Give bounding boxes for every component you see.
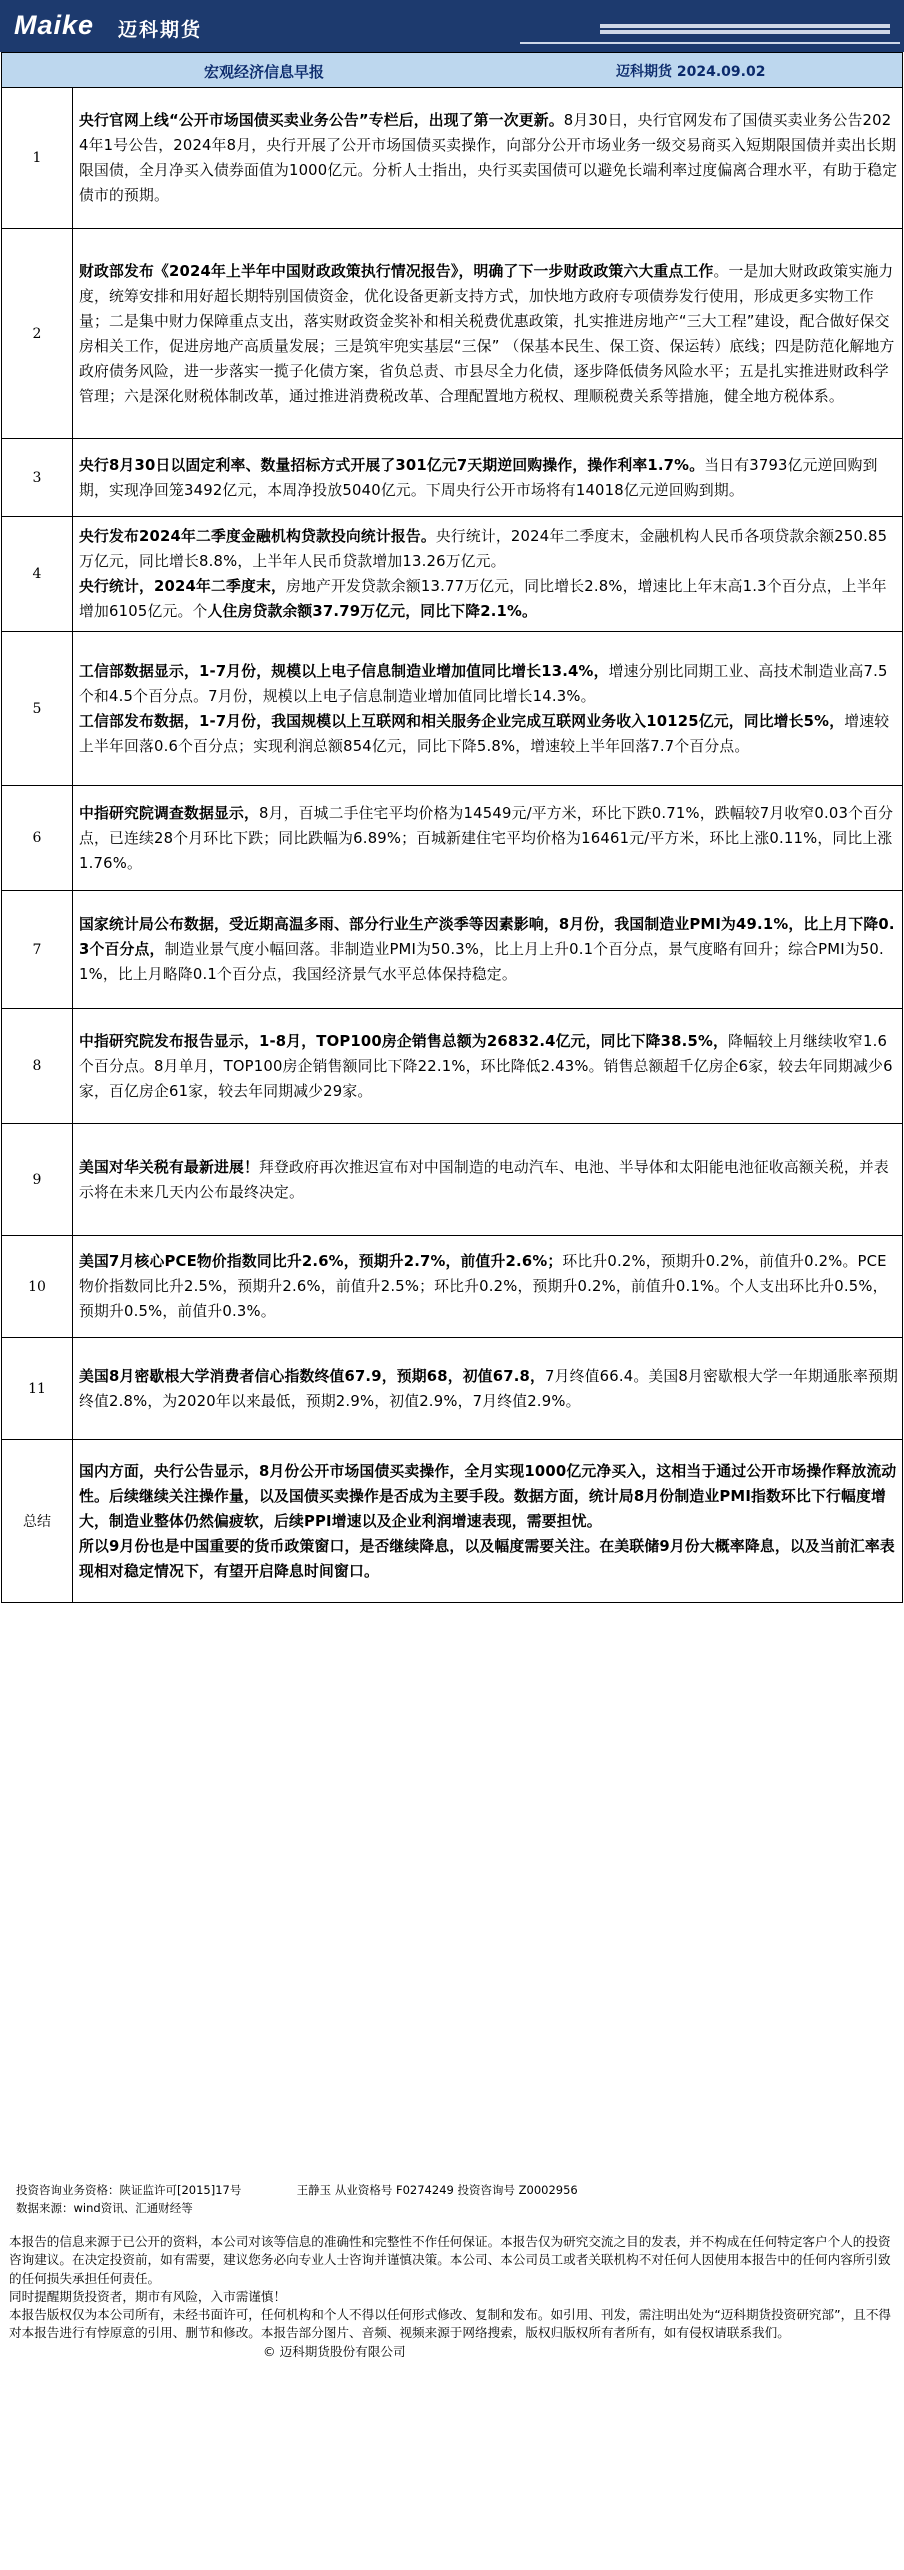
row-paragraph bbox=[79, 574, 899, 624]
row-number: 10 bbox=[2, 1236, 73, 1337]
highlight-text: 美国8月密歇根大学消费者信心指数终值67.9，预期68，初值67.8， bbox=[79, 1367, 546, 1385]
row-content bbox=[73, 1124, 902, 1235]
row-number: 9 bbox=[2, 1124, 73, 1235]
disclaimer-para: 本报告版权仅为本公司所有，未经书面许可，任何机构和个人不得以任何形式修改、复制和发布。如引用、刊发，需注明出处为“迈科期货投资研究部”，且不得对本报告进行有悖原意的引用、删节和修改。本报告部分图片、音频、视频来源于网络搜索，版权归版权所有者所有，如有侵权请联系我们。 bbox=[9, 2307, 892, 2341]
body-text: 央行统计，2024年二季度末，金融机构人民币各项贷款余额250.85万亿元，同比增长8.8%，上半年人民币贷款增加13.26万亿元。 bbox=[79, 528, 888, 570]
highlight-text: 财政部发布《2024年上半年中国财政政策执行情况报告》，明确了下一步财政政策六大重点工作 bbox=[79, 262, 714, 280]
news-table bbox=[1, 52, 903, 1603]
company-name-logo: 迈科期货 bbox=[118, 19, 203, 41]
highlight-text: 美国7月核心PCE物价指数同比升2.6%，预期升2.7%，前值升2.6%； bbox=[79, 1253, 563, 1270]
row-content bbox=[73, 517, 902, 631]
highlight-text: 人住房贷款余额37.79万亿元，同比下降2.1%。 bbox=[207, 603, 538, 620]
row-number: 3 bbox=[2, 439, 73, 516]
news-row bbox=[2, 88, 902, 229]
highlight-text: 工信部发布数据，1-7月份，我国规模以上互联网和相关服务企业完成互联网业务收入10125亿元，同比增长5%， bbox=[79, 712, 845, 730]
body-text: 当日有3793亿元逆回购到期，实现净回笼3492亿元，本周净投放5040亿元。下周央行公开市场将有14018亿元逆回购到期。 bbox=[79, 456, 878, 499]
body-text: 拜登政府再次推迟宣布对中国制造的电动汽车、电池、半导体和太阳能电池征收高额关税，并表示将在未来几天内公布最终决定。 bbox=[79, 1158, 889, 1201]
data-source: 数据来源：wind资讯、汇通财经等 bbox=[16, 2201, 193, 2215]
news-rows bbox=[2, 88, 902, 1602]
license-line bbox=[16, 2181, 578, 2199]
row-number: 2 bbox=[2, 229, 73, 438]
row-content bbox=[73, 88, 902, 228]
copyright: © 迈科期货股份有限公司 bbox=[263, 2343, 406, 2359]
highlight-text: 所以9月份也是中国重要的货币政策窗口，是否继续降息，以及幅度需要关注。在美联储9月份大概率降息，以及当前汇率表现相对稳定情况下，有望开启降息时间窗口。 bbox=[79, 1537, 895, 1580]
table-header bbox=[2, 53, 902, 88]
news-row bbox=[2, 786, 902, 891]
row-content bbox=[73, 632, 902, 785]
highlight-text: 中指研究院调查数据显示， bbox=[79, 804, 259, 822]
body-text: 房地产开发贷款余额13.77万亿元，同比增长2.8%，增速比上年末高1.3个百分点，上半年增加6105亿元。个 bbox=[79, 578, 887, 620]
body-text: 制造业景气度小幅回落。非制造业PMI为50.3%，比上月上升0.1个百分点，景气度略有回升；综合PMI为50.1%，比上月略降0.1个百分点，我国经济景气水平总体保持稳定。 bbox=[79, 941, 884, 983]
news-row bbox=[2, 891, 902, 1009]
body-text: 增速分别比同期工业、高技术制造业高7.5个和4.5个百分点。7月份，规模以上电子信息制造业增加值同比增长14.3%。 bbox=[79, 662, 888, 705]
analyst-text: 王静玉 从业资格号 F0274249 投资咨询号 Z0002956 bbox=[296, 2183, 578, 2197]
row-content bbox=[73, 891, 902, 1008]
row-content bbox=[73, 439, 902, 516]
row-paragraph bbox=[79, 1155, 899, 1205]
row-content bbox=[73, 229, 902, 438]
company-logo: Maike bbox=[14, 10, 95, 40]
news-row bbox=[2, 1440, 902, 1602]
row-content bbox=[73, 1440, 902, 1602]
body-text: 。一是加大财政政策实施力度，统筹安排和用好超长期特别国债资金，优化设备更新支持方式，加快地方政府专项债券发行使用，形成更多实物工作量；二是集中财力保障重点支出，落实财政资金奖补和相关税费优惠政策，扎实推进房地产“三大工程”建设，配合做好保交房相关工作，促进房地产高质量发展；三是筑牢兜实基层“三保” （保基本民生、保工资、保运转）底线；四是防范化解地方政府债务风险，进一步落实一揽子化债方案，省负总责、市县尽全力化债，逐步降低债务风险水平；五是扎实推进财政科学管理；六是深化财税体制改革，通过推进消费税改革、合理配置地方税权、理顺税费关系等措施，健全地方税体系。 bbox=[79, 262, 895, 405]
news-row bbox=[2, 439, 902, 517]
row-number: 1 bbox=[2, 88, 73, 228]
highlight-text: 国家统计局公布数据，受近期高温多雨、部分行业生产淡季等因素影响，8月份，我国制造业PMI为49.1%，比上月下降0.3个百分点， bbox=[79, 916, 895, 958]
row-paragraph bbox=[79, 1459, 899, 1534]
highlight-text: 央行统计，2024年二季度末， bbox=[79, 578, 286, 595]
news-row bbox=[2, 517, 902, 632]
row-paragraph bbox=[79, 1534, 899, 1584]
license-text: 投资咨询业务资格：陕证监许可[2015]17号 bbox=[16, 2183, 242, 2197]
row-paragraph bbox=[79, 912, 899, 987]
body-text: 8月，百城二手住宅平均价格为14549元/平方米，环比下跌0.71%，跌幅较7月收窄0.03个百分点，已连续28个月环比下跌；同比跌幅为6.89%；百城新建住宅平均价格为16461元/平方米，环比上涨0.11%，同比上涨1.76%。 bbox=[79, 804, 894, 872]
row-content bbox=[73, 1338, 902, 1439]
row-paragraph bbox=[79, 108, 899, 208]
report-org-date: 迈科期货 2024.09.02 bbox=[616, 64, 766, 80]
disclaimer-para: 本报告的信息来源于已公开的资料，本公司对该等信息的准确性和完整性不作任何保证。本报告仅为研究交流之目的发表，并不构成在任何特定客户个人的投资咨询建议。在决定投资前，如有需要，建议您务必向专业人士咨询并谨慎决策。本公司、本公司员工或者关联机构不对任何人因使用本报告中的任何内容所引致的任何损失承担任何责任。 bbox=[9, 2234, 891, 2286]
disclaimer-para: 同时提醒期货投资者，期市有风险，入市需谨慎！ bbox=[9, 2288, 287, 2304]
row-paragraph bbox=[79, 709, 899, 759]
body-text: 增速较上半年回落0.6个百分点；实现利润总额854亿元，同比下降5.8%，增速较上半年回落7.7个百分点。 bbox=[79, 712, 890, 755]
highlight-text: 美国对华关税有最新进展！ bbox=[79, 1158, 259, 1176]
body-text: 环比升0.2%，预期升0.2%，前值升0.2%。PCE物价指数同比升2.5%，预期升2.6%，前值升2.5%；环比升0.2%，预期升0.2%，前值升0.1%。个人支出环比升0.5%，预期升0.5%，前值升0.3%。 bbox=[79, 1253, 888, 1320]
row-content bbox=[73, 1009, 902, 1123]
news-row bbox=[2, 632, 902, 786]
highlight-text: 央行8月30日以固定利率、数量招标方式开展了301亿元7天期逆回购操作，操作利率1.7%。 bbox=[79, 456, 705, 474]
body-text: 8月30日，央行官网发布了国债买卖业务公告2024年1号公告，2024年8月，央行开展了公开市场国债买卖操作，向部分公开市场业务一级交易商买入短期限国债并卖出长期限国债，全月净买入债券面值为1000亿元。分析人士指出，央行买卖国债可以避免长端利率过度偏离合理水平，有助于稳定债市的预期。 bbox=[79, 112, 898, 204]
row-number: 总结 bbox=[2, 1440, 73, 1602]
row-number: 4 bbox=[2, 517, 73, 631]
banner-divider bbox=[520, 42, 900, 44]
disclaimer bbox=[9, 2233, 895, 2361]
row-number: 5 bbox=[2, 632, 73, 785]
row-paragraph bbox=[79, 801, 899, 876]
news-row bbox=[2, 1009, 902, 1124]
row-content bbox=[73, 1236, 902, 1337]
news-row bbox=[2, 229, 902, 439]
row-paragraph bbox=[79, 259, 899, 409]
news-row bbox=[2, 1236, 902, 1338]
body-text: 7月终值66.4。美国8月密歇根大学一年期通胀率预期终值2.8%，为2020年以来最低，预期2.9%，初值2.9%，7月终值2.9%。 bbox=[79, 1367, 898, 1410]
top-banner bbox=[0, 0, 904, 52]
highlight-text: 中指研究院发布报告显示，1-8月，TOP100房企销售总额为26832.4亿元，同比下降38.5%， bbox=[79, 1032, 728, 1050]
row-content bbox=[73, 786, 902, 890]
row-paragraph bbox=[79, 1364, 899, 1414]
news-row bbox=[2, 1124, 902, 1236]
highlight-text: 国内方面，央行公告显示，8月份公开市场国债买卖操作，全月实现1000亿元净买入，这相当于通过公开市场操作释放流动性。后续继续关注操作量，以及国债买卖操作是否成为主要手段。数据方面，统计局8月份制造业PMI指数环比下行幅度增大，制造业整体仍然偏疲软，后续PPI增速以及企业利润增速表现，需要担忧。 bbox=[79, 1462, 897, 1530]
row-paragraph bbox=[79, 453, 899, 503]
row-paragraph bbox=[79, 659, 899, 709]
report-title: 宏观经济信息早报 bbox=[204, 63, 325, 81]
highlight-text: 工信部数据显示，1-7月份，规模以上电子信息制造业增加值同比增长13.4%， bbox=[79, 662, 609, 680]
row-number: 11 bbox=[2, 1338, 73, 1439]
row-number: 7 bbox=[2, 891, 73, 1008]
row-paragraph bbox=[79, 524, 899, 574]
row-number: 6 bbox=[2, 786, 73, 890]
row-paragraph bbox=[79, 1249, 899, 1324]
highlight-text: 央行官网上线“公开市场国债买卖业务公告”专栏后，出现了第一次更新。 bbox=[79, 112, 564, 129]
news-row bbox=[2, 1338, 902, 1440]
row-number: 8 bbox=[2, 1009, 73, 1123]
slogan-graphic bbox=[600, 22, 890, 36]
highlight-text: 央行发布2024年二季度金融机构贷款投向统计报告。 bbox=[79, 528, 436, 545]
body-text: 降幅较上月继续收窄1.6个百分点。8月单月，TOP100房企销售额同比下降22.1%，环比降低2.43%。销售总额超千亿房企6家，较去年同期减少6家，百亿房企61家，较去年同期减少29家。 bbox=[79, 1032, 893, 1100]
row-paragraph bbox=[79, 1029, 899, 1104]
